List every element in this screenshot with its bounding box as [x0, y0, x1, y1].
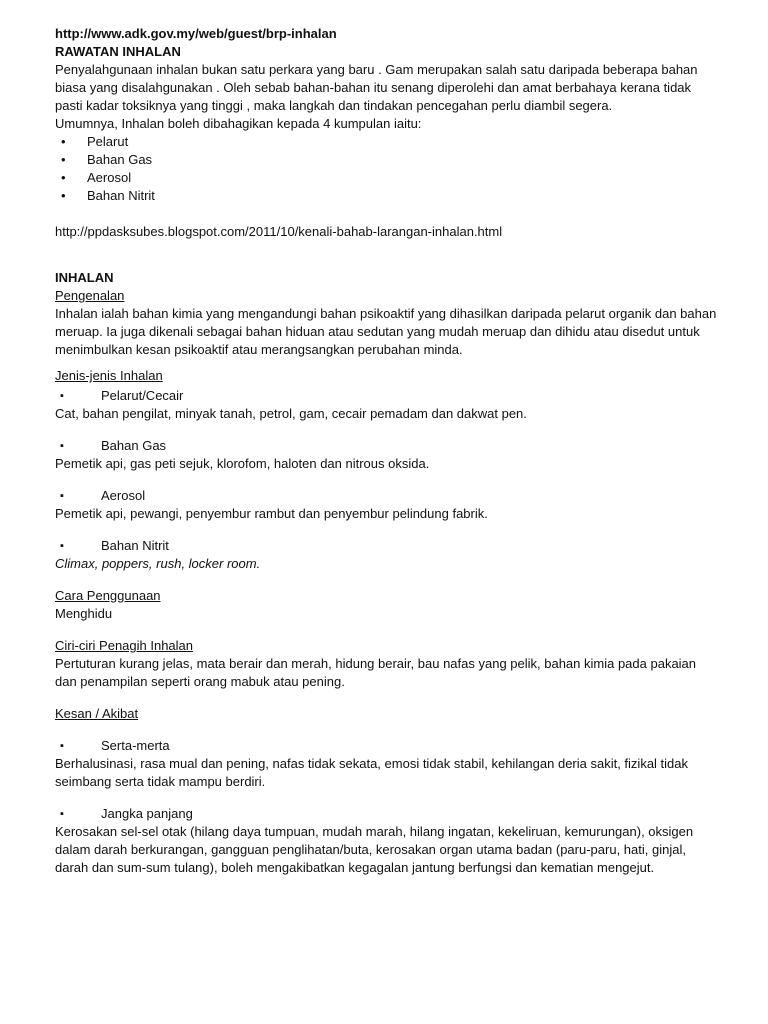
list-item: • Bahan Gas [55, 151, 718, 169]
kesan-desc: Kerosakan sel-sel otak (hilang daya tumpuan, mudah marah, hilang ingatan, kekeliruan, kemurungan), oksigen dalam darah berkurangan, gangguan penglihatan/buta, kerosakan organ utama badan (paru-paru, hati, ginjal, darah dan sum-sum tulang), boleh mengakibatkan kegagalan jantung berfungsi dan kematian mengejut. [55, 824, 694, 875]
kumpulan-list [55, 133, 718, 205]
kumpulan-intro: Umumnya, Inhalan boleh dibahagikan kepada 4 kumpulan iaitu: [55, 116, 422, 131]
ciri-text: Pertuturan kurang jelas, mata berair dan merah, hidung berair, bau nafas yang pelik, bahan kimia pada pakaian dan penampilan seperti orang mabuk atau pening. [55, 656, 697, 689]
kesan-label: ▪ Jangka panjang [55, 805, 718, 823]
jenis-label: ▪ Bahan Gas [55, 437, 718, 455]
jenis-desc: Climax, poppers, rush, locker room. [55, 556, 261, 571]
heading-cara: Cara Penggunaan [55, 588, 161, 603]
kesan-label: ▪ Serta-merta [55, 737, 718, 755]
heading-pengenalan: Pengenalan [55, 288, 125, 303]
cara-text: Menghidu [55, 606, 113, 621]
jenis-desc: Cat, bahan pengilat, minyak tanah, petrol, gam, cecair pemadam dan dakwat pen. [55, 406, 527, 421]
section-title-inhalan: INHALAN [55, 270, 114, 285]
source-url-1[interactable]: http://www.adk.gov.my/web/guest/brp-inhalan [55, 26, 337, 41]
jenis-desc: Pemetik api, pewangi, penyembur rambut dan penyembur pelindung fabrik. [55, 506, 488, 521]
heading-jenis: Jenis-jenis Inhalan [55, 368, 163, 383]
jenis-label: ▪ Bahan Nitrit [55, 537, 718, 555]
kesan-desc: Berhalusinasi, rasa mual dan pening, nafas tidak sekata, emosi tidak stabil, kehilangan deria sakit, fizikal tidak seimbang serta tidak mampu berdiri. [55, 756, 689, 789]
heading-kesan: Kesan / Akibat [55, 706, 139, 721]
pengenalan-text: Inhalan ialah bahan kimia yang mengandungi bahan psikoaktif yang dihasilkan daripada pelarut organik dan bahan meruap. Ia juga dikenali sebagai bahan hiduan atau sedutan yang mudah meruap dan dihidu atau disedut untuk menimbulkan kesan psikoaktif atau merangsangkan perubahan minda. [55, 306, 717, 357]
heading-ciri: Ciri-ciri Penagih Inhalan [55, 638, 194, 653]
jenis-label: ▪ Pelarut/Cecair [55, 387, 718, 405]
rawatan-paragraph: Penyalahgunaan inhalan bukan satu perkara yang baru . Gam merupakan salah satu daripada beberapa bahan biasa yang disalahgunakan . Oleh sebab bahan-bahan itu senang diperolehi dan amat berbahaya kerana tidak pasti kadar toksiknya yang tinggi , maka langkah dan tindakan pencegahan perlu diambil segera. [55, 62, 698, 113]
section-title-rawatan: RAWATAN INHALAN [55, 44, 181, 59]
list-item: • Bahan Nitrit [55, 187, 718, 205]
jenis-desc: Pemetik api, gas peti sejuk, klorofom, haloten dan nitrous oksida. [55, 456, 430, 471]
list-item: • Aerosol [55, 169, 718, 187]
jenis-label: ▪ Aerosol [55, 487, 718, 505]
source-url-2[interactable]: http://ppdasksubes.blogspot.com/2011/10/kenali-bahab-larangan-inhalan.html [55, 224, 503, 239]
list-item: • Pelarut [55, 133, 718, 151]
